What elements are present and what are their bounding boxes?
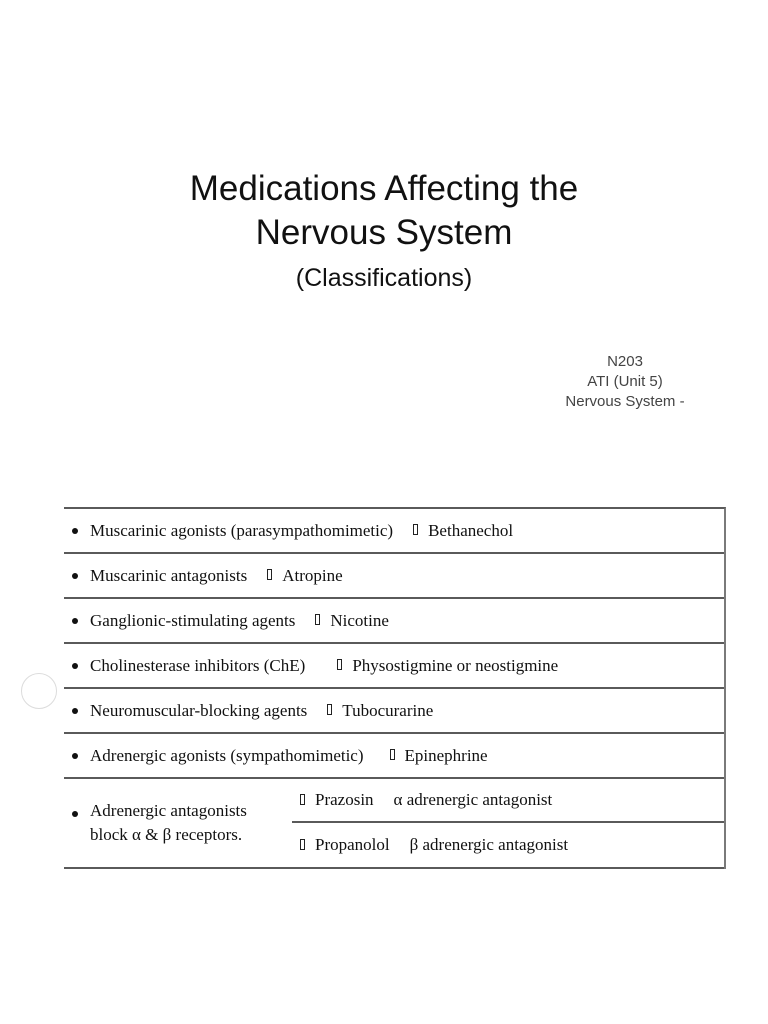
bullet-icon xyxy=(72,811,78,817)
page-nav-circle-button[interactable] xyxy=(21,673,57,709)
course-code: N203 xyxy=(607,353,643,370)
split-examples-cell xyxy=(292,779,724,867)
bullet-icon xyxy=(72,663,78,669)
example-note: α adrenergic antagonist xyxy=(393,790,553,809)
example-drug: Tubocurarine xyxy=(342,700,434,720)
arrow-icon xyxy=(300,839,305,850)
bullet-icon xyxy=(72,528,78,534)
classification-label: Cholinesterase inhibitors (ChE) xyxy=(90,655,306,675)
table-row xyxy=(64,554,724,599)
slide-subtitle: (Classifications) xyxy=(295,264,473,292)
example-drug: Atropine xyxy=(282,565,343,585)
table-row xyxy=(64,689,724,734)
example-drug: Propanolol xyxy=(315,835,390,854)
course-topic: Nervous System - xyxy=(565,393,685,410)
bullet-icon xyxy=(72,753,78,759)
example-drug: Nicotine xyxy=(330,610,389,630)
arrow-icon xyxy=(327,704,332,715)
table-row xyxy=(64,734,724,779)
classification-label: Ganglionic-stimulating agents xyxy=(90,610,296,630)
table-row xyxy=(64,644,724,689)
classification-line-1: Adrenergic antagonists xyxy=(90,801,247,820)
arrow-icon xyxy=(267,569,272,580)
classification-line-2: block α & β receptors. xyxy=(90,825,243,844)
classification-label: Muscarinic agonists (parasympathomimetic) xyxy=(90,520,394,540)
course-unit: ATI (Unit 5) xyxy=(587,373,663,390)
bullet-icon xyxy=(72,618,78,624)
arrow-icon xyxy=(300,794,305,805)
example-drug: Physostigmine or neostigmine xyxy=(352,655,559,675)
classification-label: Adrenergic agonists (sympathomimetic) xyxy=(90,745,364,765)
arrow-icon xyxy=(390,749,395,760)
arrow-icon xyxy=(413,524,418,535)
example-drug: Bethanechol xyxy=(428,520,514,540)
split-classification-cell xyxy=(64,779,292,867)
sub-row xyxy=(292,779,724,823)
table-row-split xyxy=(64,779,724,869)
bullet-icon xyxy=(72,708,78,714)
table-row xyxy=(64,509,724,554)
classification-label: Muscarinic antagonists xyxy=(90,565,248,585)
example-drug: Epinephrine xyxy=(404,745,488,765)
classification-table xyxy=(64,507,726,869)
table-row xyxy=(64,599,724,644)
arrow-icon xyxy=(337,659,342,670)
classification-label xyxy=(90,799,247,847)
sub-row xyxy=(292,823,724,867)
course-info xyxy=(540,352,710,412)
classification-label: Neuromuscular-blocking agents xyxy=(90,700,308,720)
bullet-icon xyxy=(72,573,78,579)
slide-title-line-2: Nervous System xyxy=(255,213,513,252)
example-drug: Prazosin xyxy=(315,790,374,809)
slide-title-line-1: Medications Affecting the xyxy=(189,169,579,208)
arrow-icon xyxy=(315,614,320,625)
example-note: β adrenergic antagonist xyxy=(409,835,569,854)
